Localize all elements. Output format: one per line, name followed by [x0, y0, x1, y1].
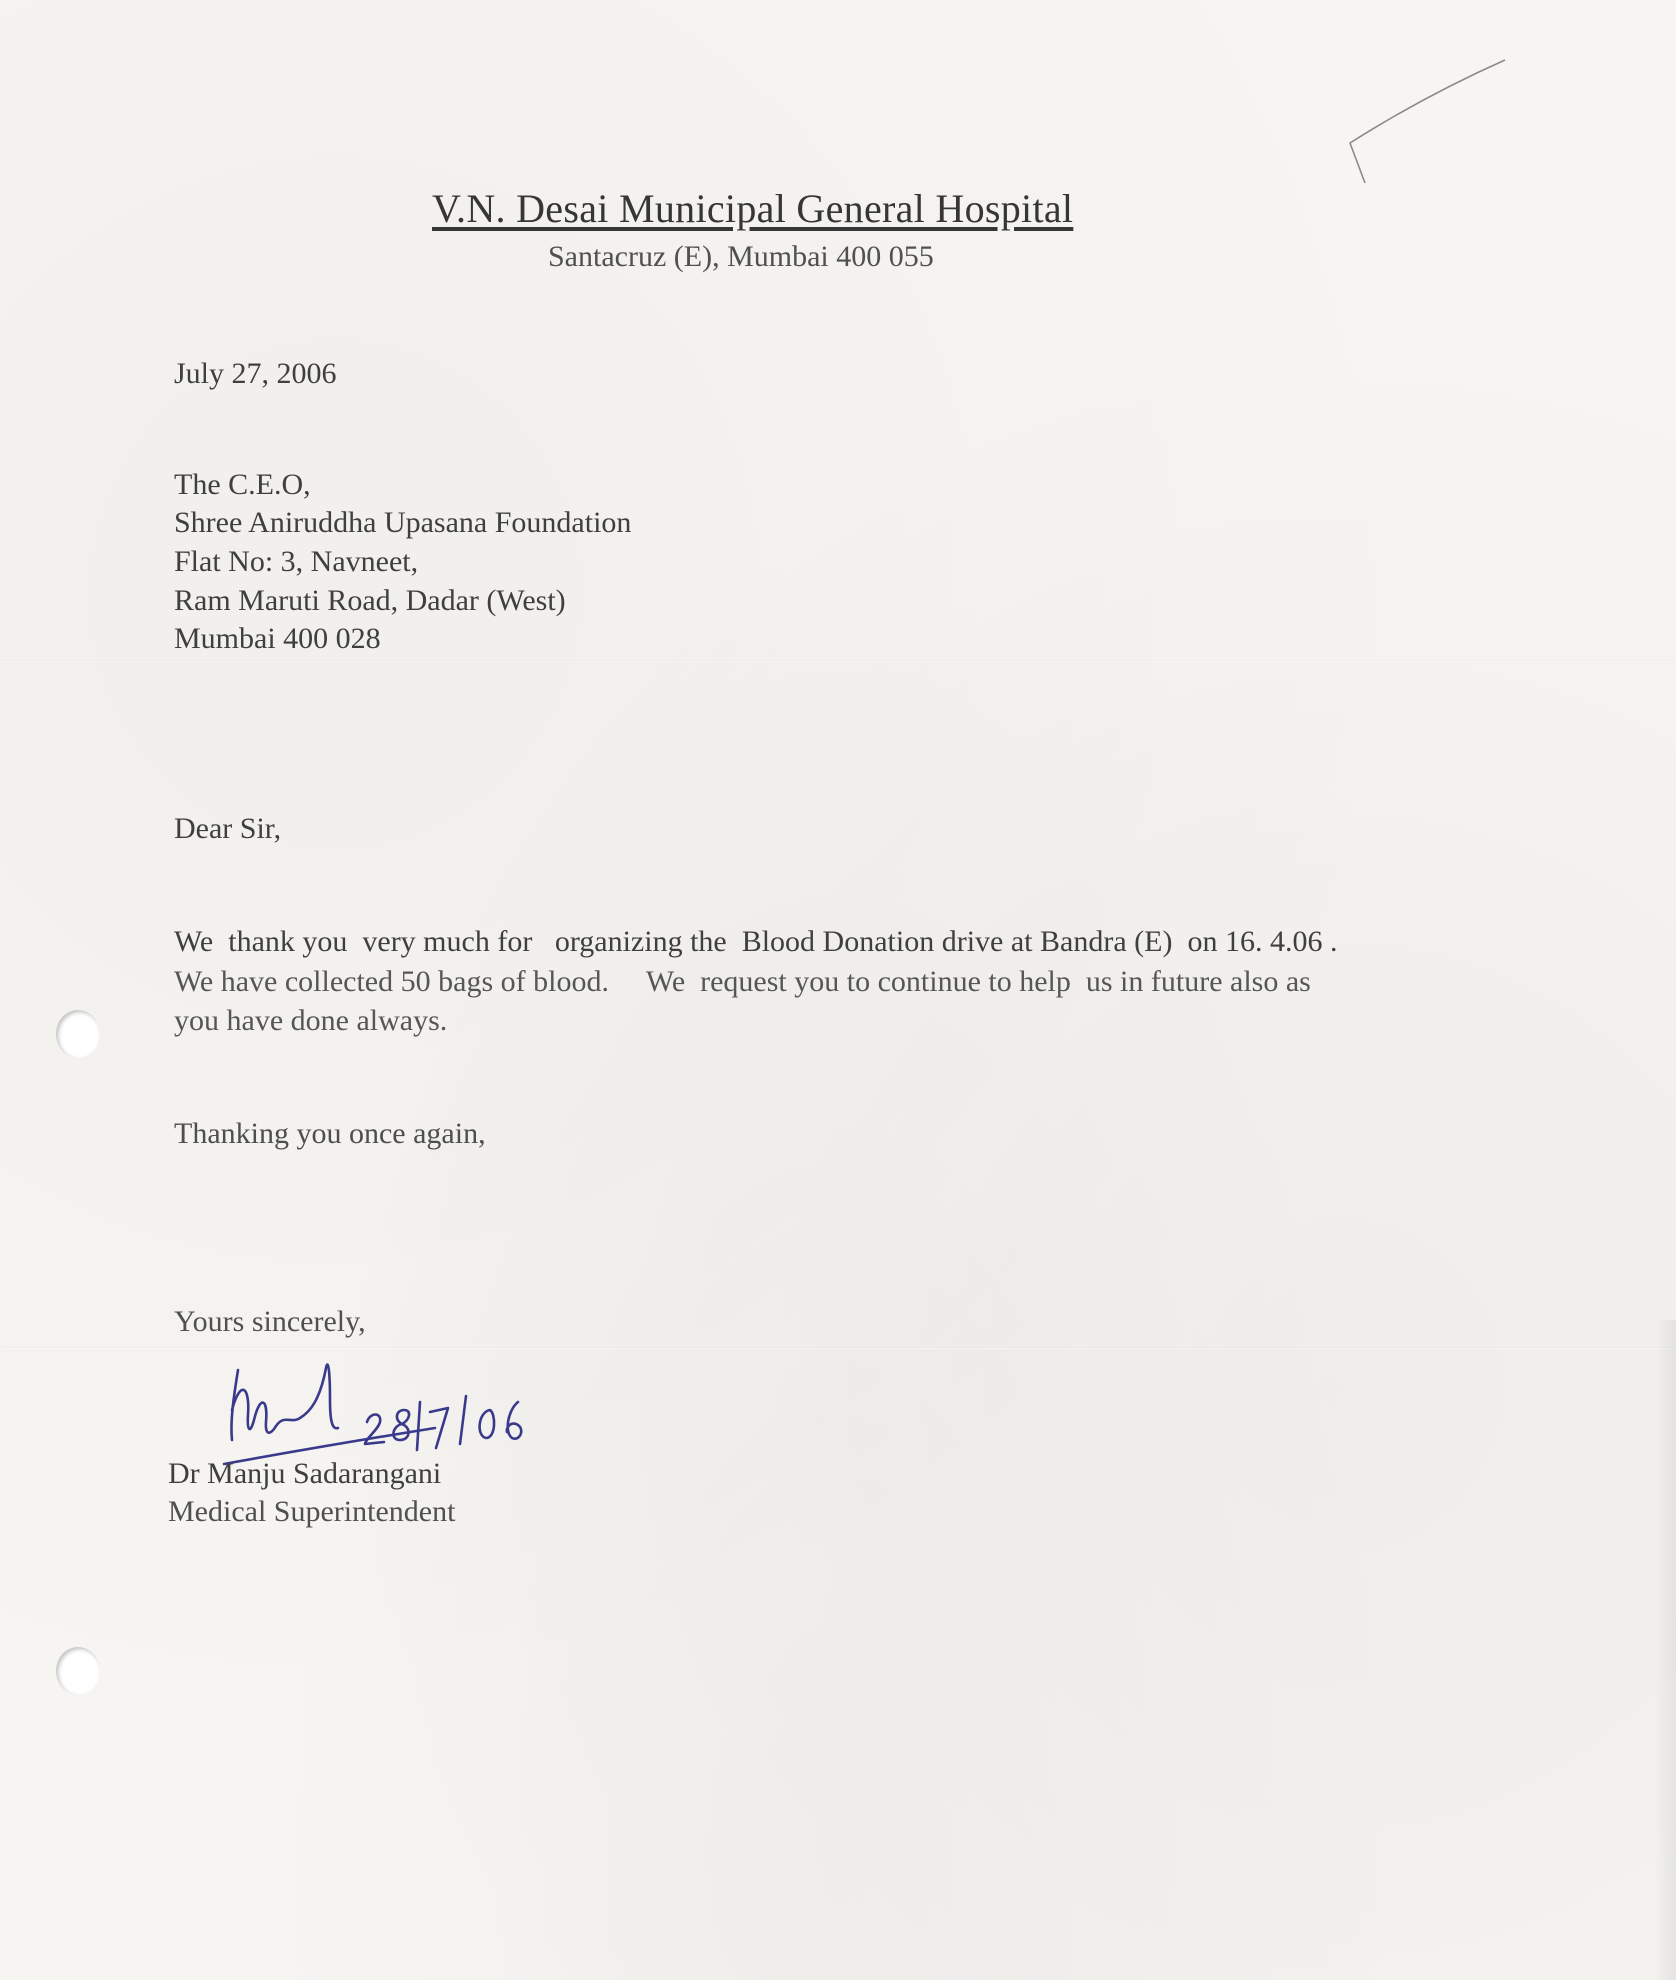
paper-edge-shadow [1654, 1320, 1676, 1980]
pencil-mark [1340, 55, 1520, 195]
recipient-line: Flat No: 3, Navneet, [174, 545, 419, 578]
letter-date: July 27, 2006 [174, 357, 337, 390]
recipient-line: Mumbai 400 028 [174, 622, 381, 655]
punch-hole [56, 1647, 100, 1695]
handwritten-signature [220, 1340, 560, 1470]
signer-title: Medical Superintendent [168, 1495, 456, 1528]
body-line: We thank you very much for organizing the Blood Donation drive at Bandra (E) on 16. 4.06 . [174, 925, 1338, 958]
recipient-line: Ram Maruti Road, Dadar (West) [174, 584, 566, 617]
recipient-line: The C.E.O, [174, 468, 311, 501]
punch-hole [56, 1010, 100, 1058]
recipient-line: Shree Aniruddha Upasana Foundation [174, 506, 632, 539]
closing-line: Yours sincerely, [174, 1305, 366, 1338]
salutation: Dear Sir, [174, 812, 282, 845]
body-line: you have done always. [174, 1004, 448, 1037]
letterhead-hospital-name: V.N. Desai Municipal General Hospital [432, 186, 1074, 231]
body-line: We have collected 50 bags of blood. We request you to continue to help us in future also as [174, 965, 1311, 998]
paper-fold [0, 660, 1676, 662]
thanks-line: Thanking you once again, [174, 1117, 486, 1150]
signer-name: Dr Manju Sadarangani [168, 1457, 442, 1490]
letterhead-address: Santacruz (E), Mumbai 400 055 [548, 240, 934, 273]
